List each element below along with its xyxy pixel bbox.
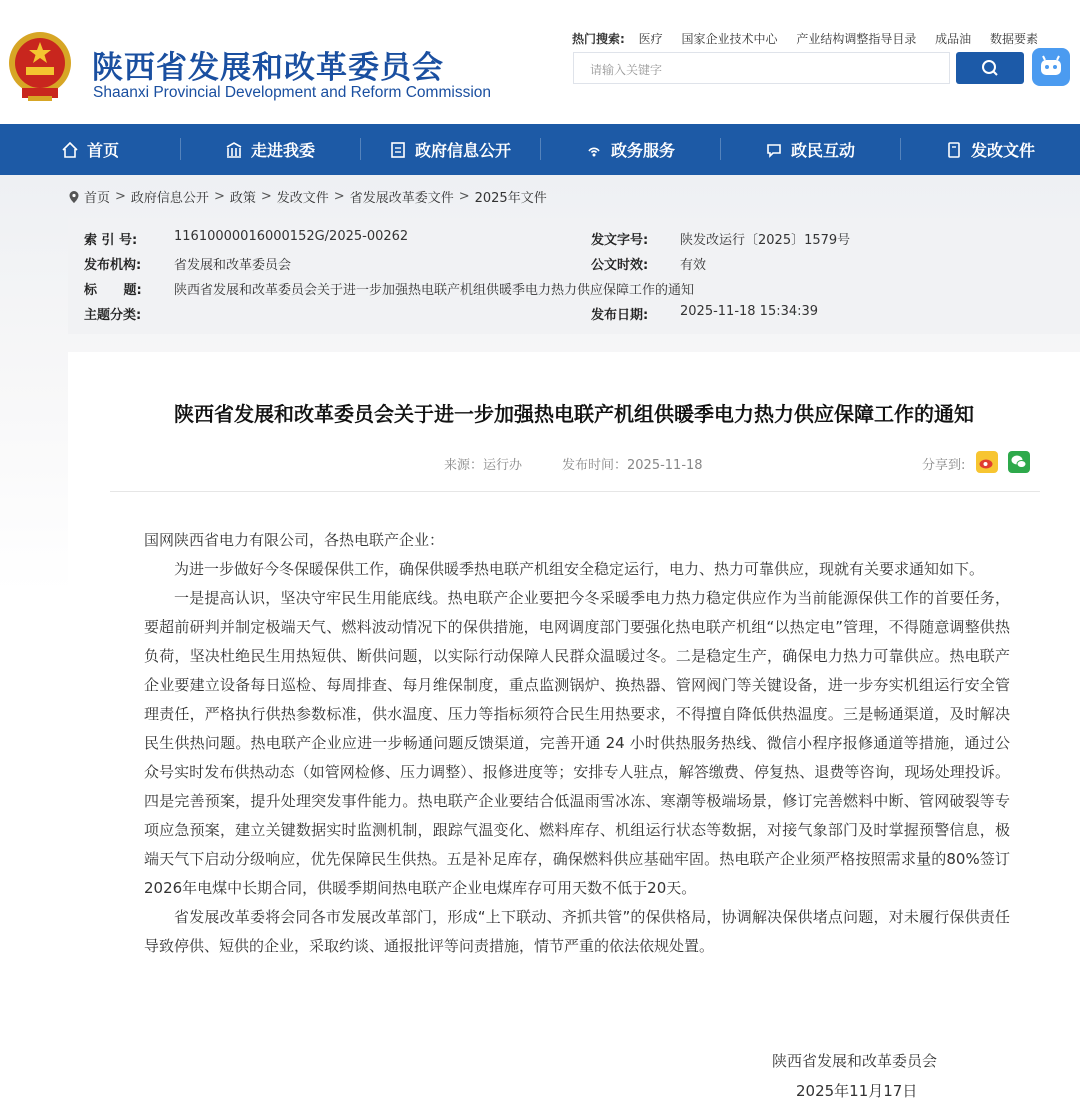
date-label: 发布日期: bbox=[591, 308, 649, 323]
hot-search-link[interactable]: 医疗 bbox=[638, 32, 663, 46]
national-emblem-icon bbox=[6, 30, 74, 102]
nav-item-label: 政民互动 bbox=[790, 141, 855, 160]
home-icon bbox=[61, 141, 79, 159]
site-title[interactable]: 陕西省发展和改革委员会 bbox=[92, 50, 444, 86]
hot-search-link[interactable]: 数据要素 bbox=[990, 32, 1039, 46]
docno-label: 发文字号: bbox=[591, 233, 649, 248]
nav-item-label: 走进我委 bbox=[250, 141, 315, 160]
signature-date: 2025年11月17日 bbox=[796, 1082, 918, 1100]
validity-value: 有效 bbox=[680, 258, 707, 273]
file-icon bbox=[945, 141, 963, 159]
article-salutation: 国网陕西省电力有限公司，各热电联产企业： bbox=[144, 531, 445, 549]
robot-icon bbox=[1032, 48, 1070, 86]
weibo-share-icon[interactable] bbox=[976, 451, 998, 473]
chat-icon bbox=[765, 141, 783, 159]
date-value: 2025-11-18 15:34:39 bbox=[680, 304, 819, 319]
document-icon bbox=[389, 141, 407, 159]
article-publish-time: 发布时间：2025-11-18 bbox=[562, 458, 703, 473]
title-label: 标 题: bbox=[84, 283, 142, 298]
nav-item-about[interactable] bbox=[180, 124, 360, 175]
org-label: 发布机构: bbox=[84, 258, 142, 273]
nav-item-documents[interactable] bbox=[900, 124, 1080, 175]
validity-label: 公文时效: bbox=[591, 258, 649, 273]
signature-org: 陕西省发展和改革委员会 bbox=[772, 1052, 938, 1070]
article-paragraph: 一是提高认识，坚决守牢民生用能底线。热电联产企业要把今冬采暖季电力热力稳定供应作为当前能源保供工作的首要任务，要超前研判并制定极端天气、燃料波动情况下的保供措施，电网调度部门要强化热电联产机组“以热定电”管理，不得随意调整供热负荷，坚决杜绝民生用热短供、断供问题，以实际行动保障人民群众温暖过冬。二是稳定生产，确保电力热力可靠供应。热电联产企业要建立设备每日巡检、每周排查、每月维保制度，重点监测锅炉、换热器、管网阀门等关键设备，进一步夯实机组运行安全管理责任，严格执行供热参数标准，供水温度、压力等指标须符合民生用热要求，不得擅自降低供热温度。三是畅通渠道，及时解决民生供热问题。热电联产企业应进一步畅通问题反馈渠道，完善开通 24 小时供热服务热线、微信小程序报修通道等措施，通过公众号实时发布供热动态（如管网检修、压力调整）、报修进度等；安排专人驻点，解答缴费、停复热、退费等咨询，现场处理投诉。四是完善预案，提升处理突发事件能力。热电联产企业要结合低温雨雪冰冻、寒潮等极端场景，修订完善燃料中断、管网破裂等专项应急预案，建立关键数据实时监测机制，跟踪气温变化、燃料库存、机组运行状态等数据，对接气象部门及时掌握预警信息，极端天气下启动分级响应，优先保障民生供热。五是补足库存，确保燃料供应基础牢固。热电联产企业须严格按照需求量的80%签订2026年电煤中长期合同，供暖季期间热电联产企业电煤库存可用天数不低于20天。 bbox=[144, 589, 1010, 897]
article-paragraph: 省发展改革委将会同各市发展改革部门，形成“上下联动、齐抓共管”的保供格局，协调解决保供堵点问题，对未履行保供责任导致停供、短供的企业，采取约谈、通报批评等问责措施，情节严重的依法依规处置。 bbox=[144, 908, 1010, 955]
nav-item-info-disclosure[interactable] bbox=[360, 124, 540, 175]
location-pin-icon bbox=[68, 190, 80, 204]
share-label: 分享到: bbox=[922, 458, 966, 473]
breadcrumb-link[interactable]: 首页 bbox=[84, 191, 111, 206]
nav-item-label: 首页 bbox=[86, 141, 119, 160]
breadcrumb-link[interactable]: 发改文件 bbox=[276, 191, 329, 206]
index-label: 索 引 号: bbox=[84, 233, 138, 248]
nav-item-label: 发改文件 bbox=[970, 141, 1035, 160]
nav-item-label: 政务服务 bbox=[610, 141, 675, 160]
robot-assistant-button[interactable] bbox=[1032, 48, 1070, 86]
breadcrumb: 首页 > 政府信息公开 > 政策 > 发改文件 > 省发展改革委文件 > 2025年文件 bbox=[68, 187, 547, 206]
search-button[interactable] bbox=[956, 52, 1024, 84]
index-value: 11610000016000152G/2025-00262 bbox=[174, 229, 409, 244]
article-paragraph: 为进一步做好今冬保暖保供工作，确保供暖季热电联产机组安全稳定运行，电力、热力可靠供应，现就有关要求通知如下。 bbox=[174, 560, 985, 578]
main-nav bbox=[0, 124, 1080, 175]
article bbox=[68, 352, 1080, 1104]
building-icon bbox=[225, 141, 243, 159]
hot-search bbox=[572, 30, 1053, 47]
org-value: 省发展和改革委员会 bbox=[174, 258, 292, 273]
hot-search-label: 热门搜索: bbox=[572, 32, 625, 46]
nav-item-services[interactable] bbox=[540, 124, 720, 175]
hot-search-link[interactable]: 产业结构调整指导目录 bbox=[796, 32, 917, 46]
title-divider bbox=[110, 491, 1040, 492]
nav-item-interaction[interactable] bbox=[720, 124, 900, 175]
article-body bbox=[144, 526, 1010, 961]
breadcrumb-link[interactable]: 2025年文件 bbox=[474, 191, 547, 206]
hot-search-link[interactable]: 成品油 bbox=[935, 32, 972, 46]
docno-value: 陕发改运行〔2025〕1579号 bbox=[680, 233, 851, 248]
breadcrumb-link[interactable]: 政策 bbox=[229, 191, 256, 206]
hot-search-link[interactable]: 国家企业技术中心 bbox=[681, 32, 778, 46]
nav-item-home[interactable] bbox=[0, 124, 180, 175]
article-signature bbox=[772, 1046, 937, 1104]
article-title: 陕西省发展和改革委员会关于进一步加强热电联产机组供暖季电力热力供应保障工作的通知 bbox=[174, 402, 974, 426]
article-source: 来源：运行办 bbox=[444, 458, 523, 473]
site-header bbox=[0, 0, 1080, 124]
title-value: 陕西省发展和改革委员会关于进一步加强热电联产机组供暖季电力热力供应保障工作的通知 bbox=[174, 283, 695, 298]
category-label: 主题分类: bbox=[84, 308, 142, 323]
search-input[interactable]: 请输入关键字 bbox=[573, 52, 950, 84]
site-subtitle: Shaanxi Provincial Development and Reform Commission bbox=[93, 84, 492, 101]
nav-item-label: 政府信息公开 bbox=[414, 141, 511, 160]
breadcrumb-link[interactable]: 政府信息公开 bbox=[130, 191, 209, 206]
signal-icon bbox=[585, 141, 603, 159]
search-icon bbox=[956, 52, 1024, 84]
wechat-share-icon[interactable] bbox=[1008, 451, 1030, 473]
breadcrumb-link[interactable]: 省发展改革委文件 bbox=[349, 191, 454, 206]
document-info-box bbox=[68, 218, 1080, 334]
